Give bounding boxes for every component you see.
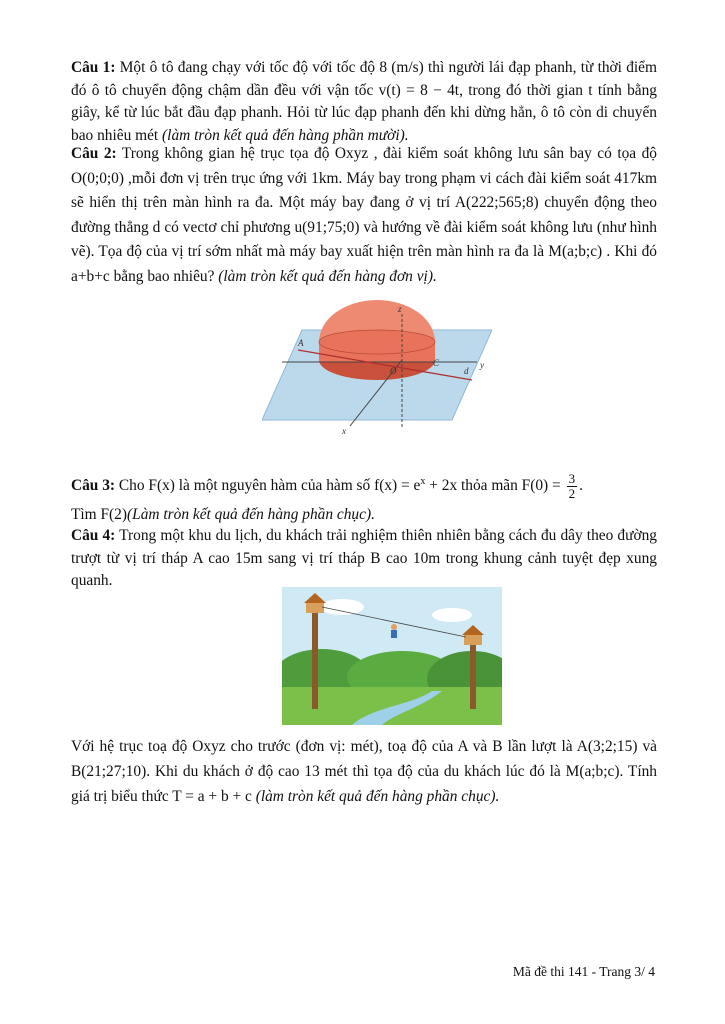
cloud-1 xyxy=(320,599,364,615)
question-3-text-b: + 2x thỏa mãn F(0) = xyxy=(425,477,565,495)
question-3-label: Câu 3: xyxy=(71,477,116,495)
page-footer: Mã đề thi 141 - Trang 3/ 4 xyxy=(512,964,655,979)
question-1-note: (làm tròn kết quả đến hàng phần mười). xyxy=(162,126,409,144)
rider-head xyxy=(391,624,397,630)
tower-a-platform xyxy=(306,603,324,613)
question-3-text-c: . xyxy=(579,477,583,495)
question-2-label: Câu 2: xyxy=(71,145,117,162)
question-4-note: (làm tròn kết quả đến hàng phần chục). xyxy=(255,788,500,805)
question-1-label: Câu 1: xyxy=(71,59,116,76)
question-2-text: Trong không gian hệ trục tọa độ Oxyz , đài kiểm soát không lưu sân bay có tọa độ O(0;0;0) ,mỗi đơn vị trên trục ứng với 1km. Máy bay trong phạm vi cách đài kiểm soát 417km sẽ hiển thị trên màn hình ra đa. Một máy bay đang ở vị trí A(222;565;8) chuyển động theo đường thẳng d có vectơ chỉ phương u(91;75;0) và hướng về đài kiểm soát không lưu (như hình vẽ). Tọa độ của vị trí sớm nhất mà máy bay xuất hiện trên màn hình ra đa là M(a;b;c) . Khi đó a+b+c bằng bao nhiêu? xyxy=(71,145,657,285)
question-3-text-d: Tìm F(2) xyxy=(71,506,128,524)
question-2-note: (làm tròn kết quả đến hàng đơn vị). xyxy=(218,267,437,285)
zipline-illustration xyxy=(282,587,502,725)
sphere-equator xyxy=(319,330,435,354)
question-1-text: Một ô tô đang chạy với tốc độ với tốc độ 8 (m/s) thì người lái đạp phanh, từ thời điểm đó ô tô chuyển động chậm dần đều với vận tốc v(t) = 8 − 4t, trong đó thời gian t tính bằng giây, kể từ lúc bắt đầu đạp phanh. Hỏi từ lúc đạp phanh đến khi dừng hẳn, ô tô còn di chuyển bao nhiêu mét xyxy=(71,59,657,144)
label-O: O xyxy=(390,366,397,376)
tower-b-pole xyxy=(470,639,476,709)
fraction-numerator: 3 xyxy=(568,471,576,487)
tower-b-platform xyxy=(464,635,482,645)
question-4-continued xyxy=(71,734,657,809)
question-3 xyxy=(71,468,657,529)
question-3-sup: x xyxy=(420,476,426,487)
question-4-label: Câu 4: xyxy=(71,527,116,544)
question-3-text-a: Cho F(x) là một nguyên hàm của hàm số f(x) = e xyxy=(118,477,421,495)
label-x: x xyxy=(342,426,346,436)
question-4 xyxy=(71,525,657,593)
question-3-note: (Làm tròn kết quả đến hàng phần chục). xyxy=(127,506,375,524)
rider-body xyxy=(391,630,397,638)
sphere-plane-figure xyxy=(262,300,492,437)
fraction-denominator: 2 xyxy=(568,486,576,502)
cloud-2 xyxy=(432,608,472,622)
label-C: C xyxy=(433,358,440,368)
label-d: d xyxy=(464,366,469,376)
question-1 xyxy=(71,57,657,147)
label-A: A xyxy=(298,338,304,348)
label-z: z xyxy=(398,304,402,314)
question-4-text: Trong một khu du lịch, du khách trải nghiệm thiên nhiên bằng cách đu dây theo đường trượt từ vị trí tháp A cao 15m sang vị trí tháp B cao 10m trong khung cảnh tuyệt đẹp xung quanh. xyxy=(71,527,657,589)
question-2 xyxy=(71,142,657,289)
label-y: y xyxy=(480,360,484,370)
fraction xyxy=(567,472,578,501)
tower-a-pole xyxy=(312,605,318,709)
question-4-text-2: Với hệ trục toạ độ Oxyz cho trước (đơn vị: mét), toạ độ của A và B lần lượt là A(3;2;15) và B(21;27;10). Khi du khách ở độ cao 13 mét thì tọa độ của du khách lúc đó là M(a;b;c). Tính giá trị biểu thức T = a + b + c xyxy=(71,738,657,805)
